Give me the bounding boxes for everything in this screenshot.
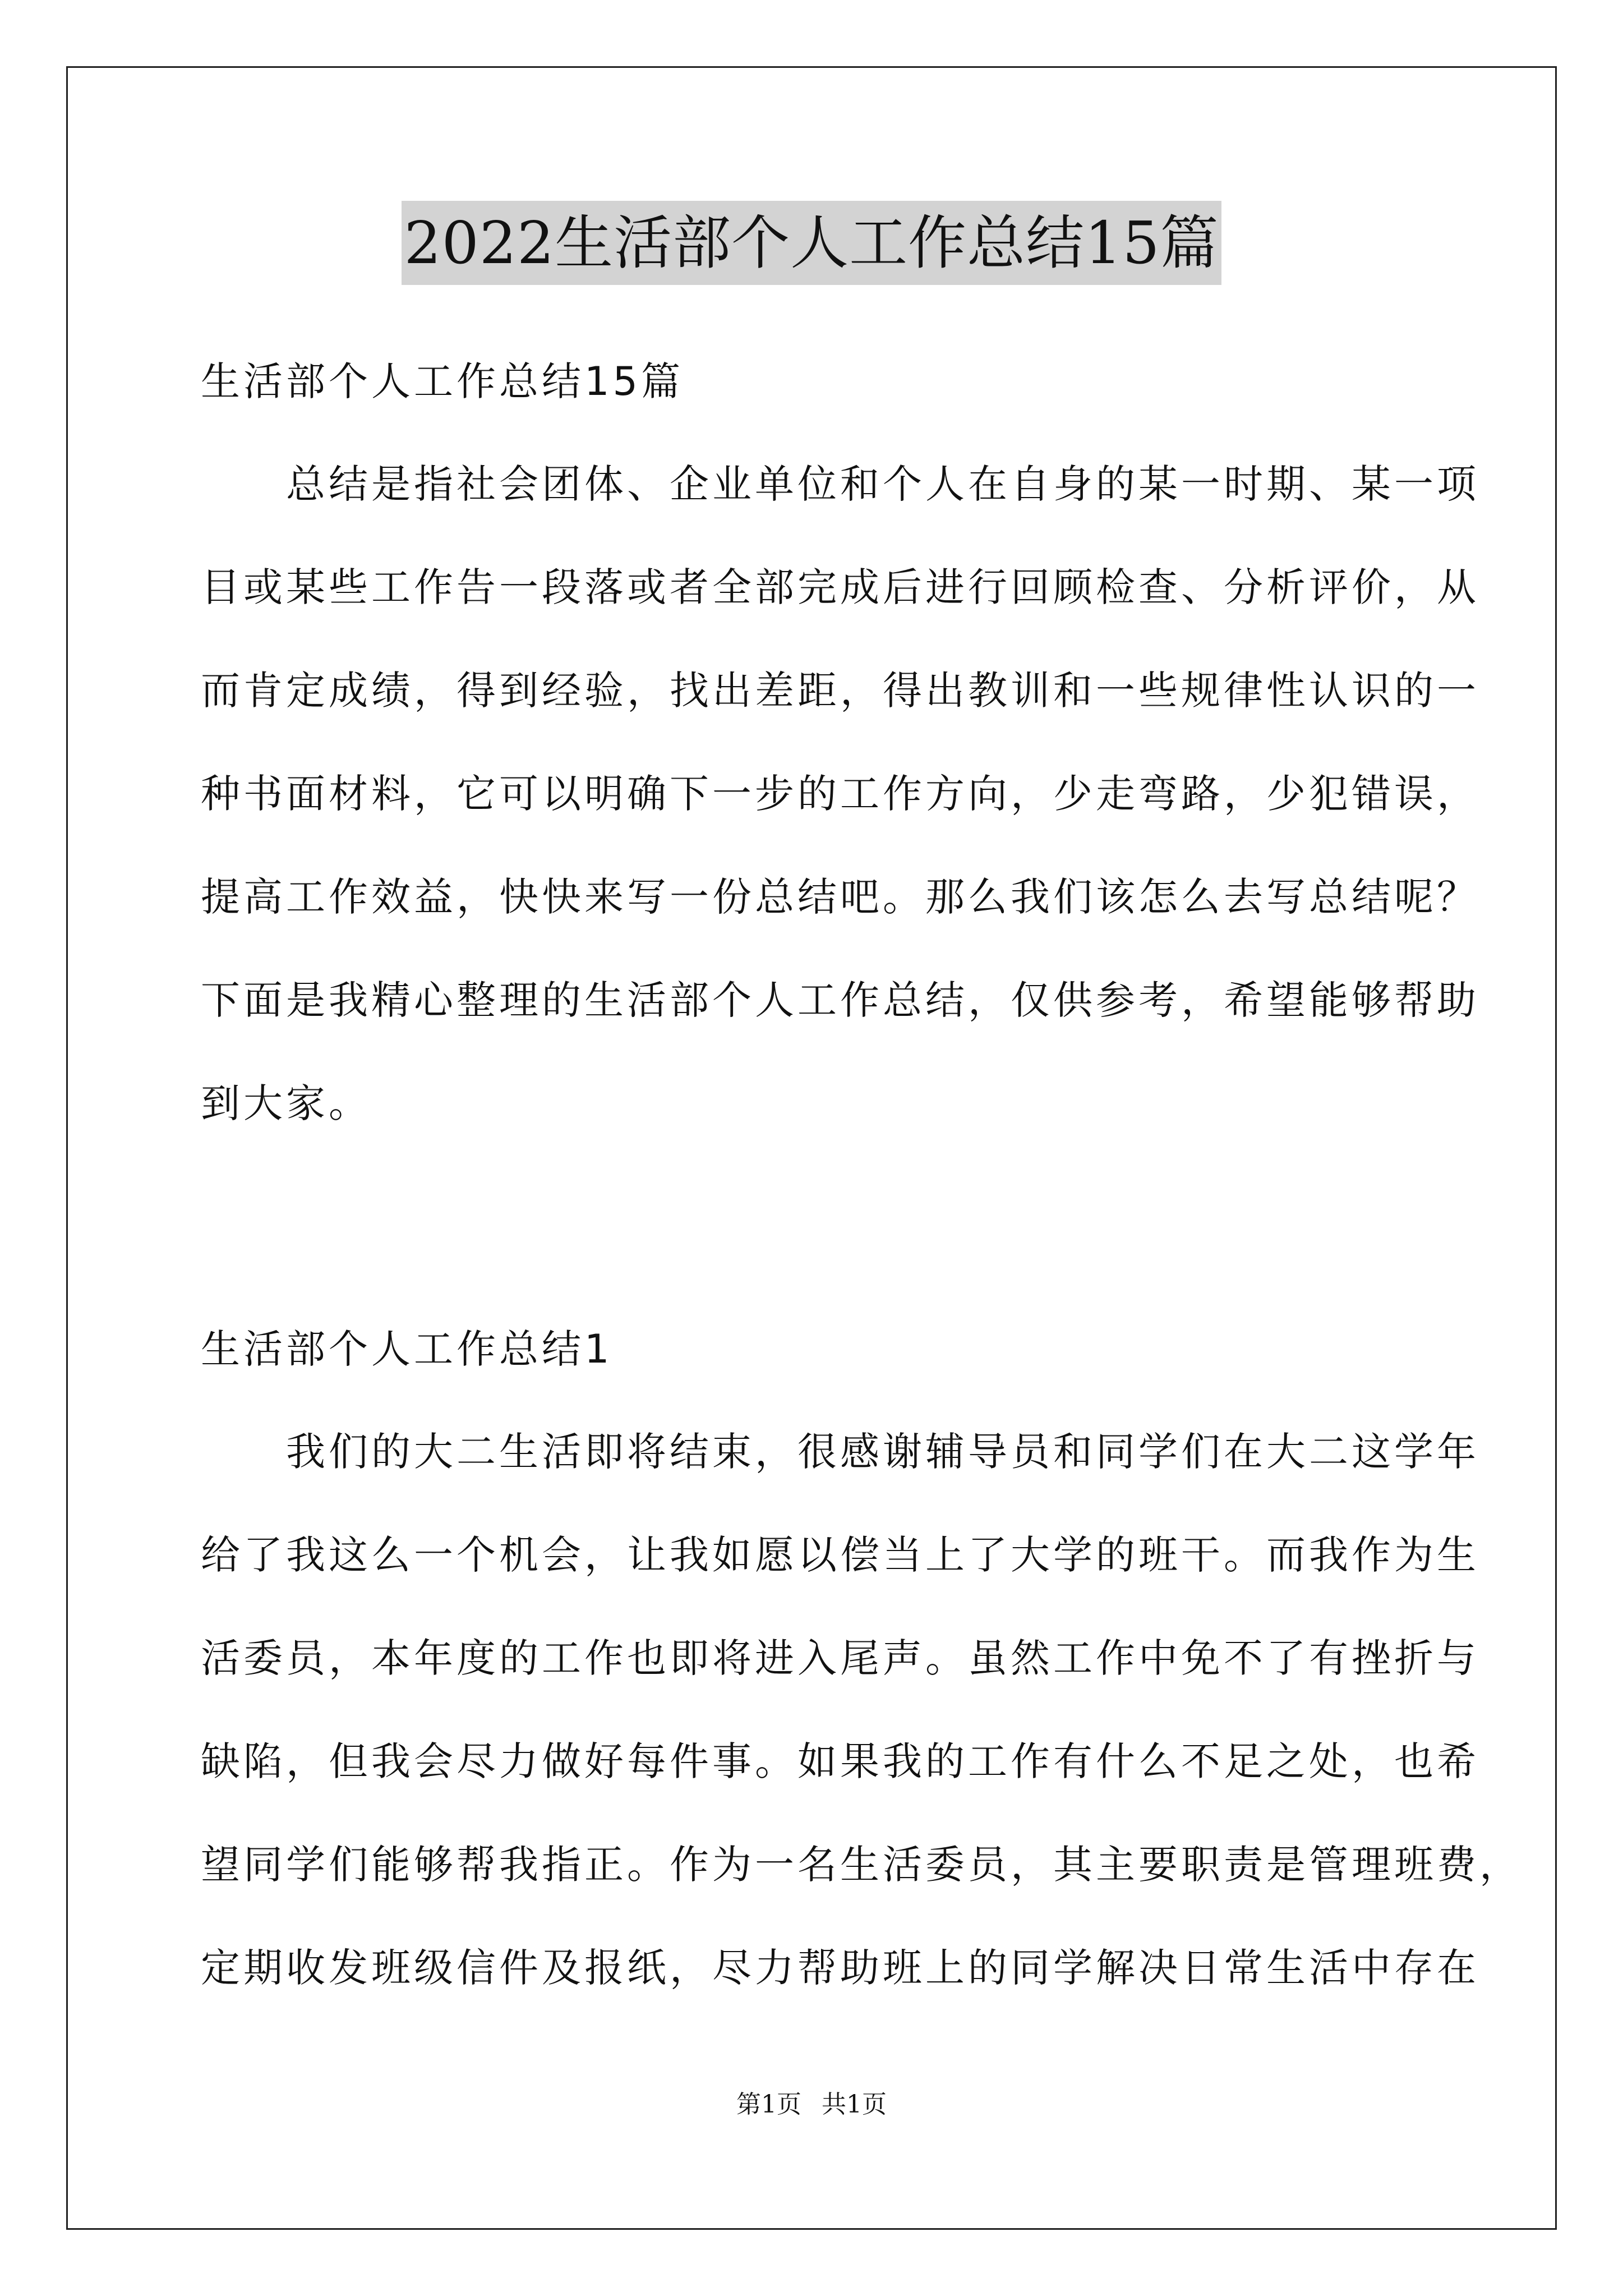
paragraph-line: 到大家。: [201, 1080, 371, 1126]
title-area: [0, 201, 1623, 285]
paragraph-line: 给了我这么一个机会，让我如愿以偿当上了大学的班干。而我作为生: [201, 1532, 1479, 1578]
paragraph-line: 总结是指社会团体、企业单位和个人在自身的某一时期、某一项: [201, 461, 1479, 507]
intro-paragraph: [201, 432, 1479, 1155]
page-number: 第1页: [736, 2090, 801, 2119]
page-footer: [0, 2088, 1623, 2122]
paragraph-line: 目或某些工作告一段落或者全部完成后进行回顾检查、分析评价，从: [201, 564, 1479, 610]
paragraph-line: 我们的大二生活即将结束，很感谢辅导员和同学们在大二这学年: [201, 1429, 1479, 1475]
section-heading: 生活部个人工作总结1: [201, 1326, 613, 1372]
document-subtitle: 生活部个人工作总结15篇: [201, 358, 684, 404]
paragraph-line: 提高工作效益，快快来写一份总结吧。那么我们该怎么去写总结呢？: [201, 874, 1479, 920]
subtitle-block: [201, 330, 1463, 433]
page-total: 共1页: [822, 2090, 887, 2119]
paragraph-line: 定期收发班级信件及报纸，尽力帮助班上的同学解决日常生活中存在: [201, 1945, 1479, 1991]
paragraph-line: 缺陷，但我会尽力做好每件事。如果我的工作有什么不足之处，也希: [201, 1738, 1479, 1784]
paragraph-line: 而肯定成绩，得到经验，找出差距，得出教训和一些规律性认识的一: [201, 668, 1479, 714]
paragraph-line: 种书面材料，它可以明确下一步的工作方向，少走弯路，少犯错误，: [201, 771, 1479, 817]
paragraph-line: 下面是我精心整理的生活部个人工作总结，仅供参考，希望能够帮助: [201, 977, 1479, 1023]
paragraph-line: 望同学们能够帮我指正。作为一名生活委员，其主要职责是管理班费，: [201, 1842, 1522, 1888]
paragraph-line: 活委员，本年度的工作也即将进入尾声。虽然工作中免不了有挫折与: [201, 1635, 1479, 1681]
section1-paragraph: [201, 1400, 1522, 2019]
document-title: 2022生活部个人工作总结15篇: [402, 201, 1221, 285]
section1-heading-block: [201, 1297, 1463, 1401]
